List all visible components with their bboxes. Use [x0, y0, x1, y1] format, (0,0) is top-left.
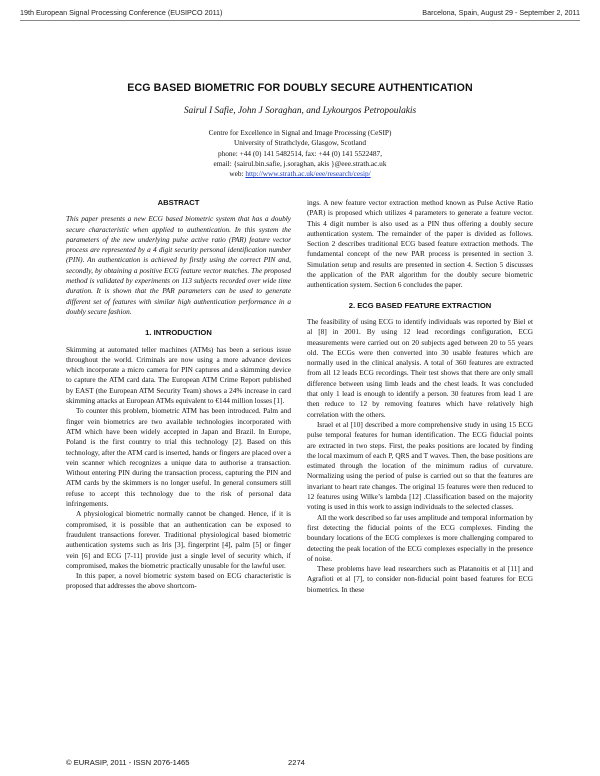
affiliation-center: Centre for Excellence in Signal and Image Processing (CeSIP) [208, 128, 392, 137]
section-2-paragraph-1: The feasibility of using ECG to identify individuals was reported by Biel et al [8] in 2001. By using 12 lead recordings configuration, ECG measurements were carried out on 20 subjects aged between 20 to 55 years old. The ECGs were then converted into 30 usable features which are normally used in the clinical analysis. A total of 360 features are extracted from all 12 leads ECG recordings. Their test shows that there are only small difference between using limb leads and the chest leads. It was concluded that only 1 lead is enough to identify a person. 30 features from lead 1 are then reduce to 12 by removing features which have relatively high correlation with the others. [307, 316, 533, 419]
affiliation-phone: phone: +44 (0) 141 5482514, fax: +44 (0) 141 5522487, [217, 148, 383, 158]
affiliation-web [100, 169, 500, 179]
section-2-paragraph-3: All the work described so far uses amplitude and temporal information by first detecting the fiducial points of the ECG complexes. Finding the boundary locations of the ECG complexes is more challenging compared to detecting the peak location of the ECG complexes especially in the presence of noise. [307, 512, 533, 563]
location-date-header: Barcelona, Spain, August 29 - September 2, 2011 [422, 8, 580, 17]
page-number: 2274 [288, 758, 305, 767]
section-2-paragraph-4: These problems have lead researchers such as Platanoitis et al [11] and Agrafioti et al [7], to consider non-fiducial point based features for ECG biometrics. In these [307, 564, 533, 594]
right-column [307, 198, 533, 595]
conference-header: 19th European Signal Processing Conference (EUSIPCO 2011) [20, 8, 223, 17]
abstract-text: This paper presents a new ECG based biometric system that has a doubly secure characteristic when applied to authentication. In this system the parameters of the new underlying pulse active ratio (PAR) feature vector process are represented by a 4 digit security personal identification number (PIN). An authentication is achieved by firstly using the correct PIN and, secondly, by obtaining a positive ECG feature vector matches. The proposed method is validated by experiments on 113 subjects recorded over wide time duration. It is shown that the PAR parameters can be used to generate different set of features with similar high authentication performance in a doubly secure fashion. [66, 214, 291, 316]
intro-paragraph-3: A physiological biometric normally cannot be changed. Hence, if it is compromised, it is possible that an authentication can be exposed to fraudulent transactions forever. Traditional physiological based biometric authentication systems such as Iris [3], fingerprint [4], palm [5] or finger vein [6] and ECG [7-11] provide just a single level of security which, if compromised, makes the biometric practically unusable for the lawful user. [66, 509, 291, 570]
section-2-heading: 2. ECG BASED FEATURE EXTRACTION [348, 300, 492, 310]
paper-authors: Sairul I Safie, John J Soraghan, and Lykourgos Petropoulakis [183, 106, 417, 116]
intro-continuation: ings. A new feature vector extraction method known as Pulse Active Ratio (PAR) is proposed which utilizes 4 parameters to generate a feature vector. This 4 digit number is also used as a PIN thus offering a doubly secure authentication system. The remainder of the paper is divided as follows. Section 2 describes traditional ECG based feature extraction methods. The fundamental concept of the new PAR process is presented in section 3. Simulation setup and results are presented in section 4. Section 5 discusses the application of the PAR algorithm for the doubly secure biometric authentication system. Section 6 concludes the paper. [307, 198, 533, 290]
introduction-heading: 1. INTRODUCTION [145, 328, 212, 338]
affiliation-block [100, 128, 500, 179]
affiliation-email: email: {sairul.bin.safie, j.soraghan, akis }@eee.strath.ac.uk [213, 158, 387, 168]
intro-paragraph-2: To counter this problem, biometric ATM has been introduced. Palm and finger vein biometrics are two available technologies incorporated with ATM which have been widely accepted in Japan and Brazil. In Europe, Poland is the first country to trial this technology [2]. Based on this technology, after the ATM card is inserted, hands or fingers are placed over a vein scanner which recognizes a unique data to authorise a transaction. Without entering PIN during the transaction process, capturing the PIN and ATM cards by the skimmers is no longer useful. In general consumers still refuse to accept this technology due to the risk of personal data infringements. [66, 406, 291, 509]
web-prefix: web: [229, 169, 246, 179]
copyright-footer: © EURASIP, 2011 - ISSN 2076-1465 [66, 758, 190, 767]
intro-paragraph-4: In this paper, a novel biometric system based on ECG characteristic is proposed that addresses the above shortcom- [66, 571, 291, 591]
section-2-paragraph-2: Israel et al [10] described a more comprehensive study in using 15 ECG pulse temporal features for human identification. The ECG fiducial points are extracted in two steps. First, the peaks positions are located by finding the local maximum of each P, QRS and T waves. Then, the base positions are estimated through the location of the minimum radius of curvature. Normalizing using the period of pulse is carried out so that the features are invariant to heart rate changes. The original 15 features were then reduced to 12 features using Wilke’s lambda [12] .Classification based on the majority voting is used in this work to assign individuals to the selected classes. [307, 419, 533, 512]
web-link[interactable]: http://www.strath.ac.uk/eee/research/cesip/ [245, 169, 371, 179]
paper-title: ECG BASED BIOMETRIC FOR DOUBLY SECURE AUTHENTICATION [127, 82, 473, 94]
intro-paragraph-1: Skimming at automated teller machines (ATMs) has been a serious issue throughout the world. Criminals are now using a more advance devices which incorporate a micro camera for PIN captures and a skimming device to capture the ATM card data. The European ATM Crime Report published by EAST (the European ATM Security Team) shows a 24% increase in card skimming attacks at European ATMs equivalent to €144 million losses [1]. [66, 344, 291, 406]
left-column [66, 198, 291, 592]
affiliation-university: University of Strathclyde, Glasgow, Scotland [233, 138, 367, 148]
header-rule [20, 20, 580, 21]
abstract-heading: ABSTRACT [157, 198, 200, 207]
